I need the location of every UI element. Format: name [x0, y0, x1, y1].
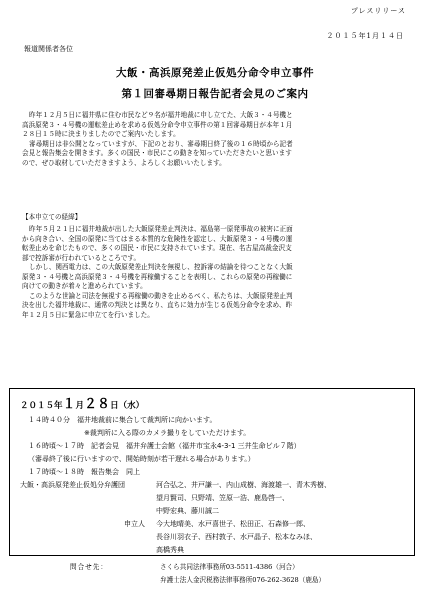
schedule-box — [9, 388, 415, 556]
schedule-item-report-meeting: １７時頃〜１８時 報告集会 同上 — [28, 468, 140, 476]
intro-line: 高浜原発３・４号機の運転差止めを求める仮処分命令申立事件の第１回審尋期日が本年１月 — [22, 120, 293, 129]
intro-line: ので、ぜひ取材していただきますよう、よろしくお願いいたします。 — [22, 158, 226, 167]
intro-line: 昨年１２月５日に福井県に住む市民など９名が福井地裁に申し立てた、大飯３・４号機と — [29, 111, 293, 119]
release-date: ２０１５年1月１４日 — [326, 32, 404, 40]
schedule-day-unit: 日（水） — [110, 401, 145, 411]
applicants-label: 申立人 — [124, 520, 145, 528]
lawyers-line: 望月賢司、只野靖、笠原一浩、鹿島啓一、 — [156, 494, 289, 502]
background-line: このような世論と司法を無視する再稼働の動きを止めるべく、私たちは、大飯原発差止判 — [29, 291, 293, 300]
contact-line-sakura: さくら共同法律事務所03-5511-4386（河合） — [160, 563, 299, 571]
schedule-item-gathering-note: ※裁判所に入る際のカメラ撮りをしていただけます。 — [84, 429, 251, 437]
contact-label: 問合せ先： — [70, 563, 108, 571]
schedule-day: ２８ — [84, 397, 111, 412]
lawyers-line: 河合弘之、井戸謙一、内山成樹、海渡雄一、青木秀樹、 — [156, 481, 331, 489]
background-line: 昨年５月２１日に福井地裁が出した大飯原発差止判決は、福島第一原発事故の被害に正面 — [29, 225, 293, 233]
schedule-month: １ — [62, 397, 76, 412]
background-line: 転差止めを命じたもので、多くの国民・市民に支持されています。現在、名古屋高裁金沢支 — [22, 244, 292, 253]
title-line-2: 第１回審尋期日報告記者会見のご案内 — [121, 88, 309, 100]
intro-line: ２８日１５時に決まりましたのでご案内いたします。 — [22, 130, 180, 139]
background-line: から向き合い、全国の原発に当てはまる本質的な危険性を認定し、大飯原発３・４号機の運 — [22, 234, 293, 243]
intro-line: 審尋期日は非公開となっていますが、下記のとおり、審尋期日終了後の１６時頃から記者 — [29, 139, 293, 148]
schedule-item-press-conference-note: （審尋終了後に行いますので、開始時刻が若干遅れる場合があります。） — [28, 455, 255, 463]
background-line: 原発３・４号機と高浜原発３・４号機を再稼働することを表明し、これらの原発の再稼働に — [22, 272, 293, 281]
applicants-line: 長谷川羽衣子、西村敦子、水戸晶子、松本なみほ、 — [156, 533, 317, 541]
section-heading: 【本申立ての経緯】 — [22, 213, 82, 221]
background-line: 年１２月５日に緊急に申立てを行いました。 — [22, 310, 154, 319]
lawyers-line: 中野宏典、藤川誠二 — [156, 507, 219, 515]
schedule-item-press-conference: １６時頃〜１７時 記者会見 福井弁護士会館（福井市宝永4-3-1 三井生命ビル７階） — [28, 442, 301, 450]
applicants-line: 高橋秀典 — [156, 546, 184, 554]
intro-paragraph — [22, 111, 412, 168]
schedule-item-gathering: １４時４０分 福井地裁前に集合して裁判所に向かいます。 — [28, 416, 217, 424]
applicants-line: 今大地晴美、水戸喜世子、松田正、石森修一郎、 — [156, 520, 310, 528]
background-line: 部で控訴審が行われているところです。 — [22, 253, 141, 262]
title-line-1: 大飯・高浜原発差止仮処分命令申立事件 — [116, 67, 314, 79]
lawyers-label: 大飯・高浜原発差止仮処分弁護団 — [20, 481, 125, 489]
press-release-label: プレスリリース — [350, 7, 406, 15]
schedule-month-unit: 月 — [75, 401, 85, 411]
background-line: しかし、関西電力は、この大飯原発差止判決を無視し、控訴審の結論を待つことなく大飯 — [29, 263, 293, 272]
background-line: 決を出した福井地裁に、通常の判決とは異なり、直ちに効力が生じる仮処分命令を求め、昨 — [22, 301, 293, 310]
background-paragraph — [22, 225, 412, 320]
schedule-date — [20, 395, 144, 415]
schedule-date-prefix: ２０１５年 — [20, 401, 63, 411]
background-line: 向けての動きが着々と進められています。 — [22, 282, 147, 291]
intro-line: 会見と報告集会を開きます。多くの国民・市民にこの動きを知っていただきたいと思います — [22, 149, 292, 158]
addressee: 報道関係者各位 — [24, 45, 73, 53]
contact-line-kanazawa: 弁護士法人金沢税務法律事務所076-262-3628（鹿島） — [160, 576, 326, 584]
